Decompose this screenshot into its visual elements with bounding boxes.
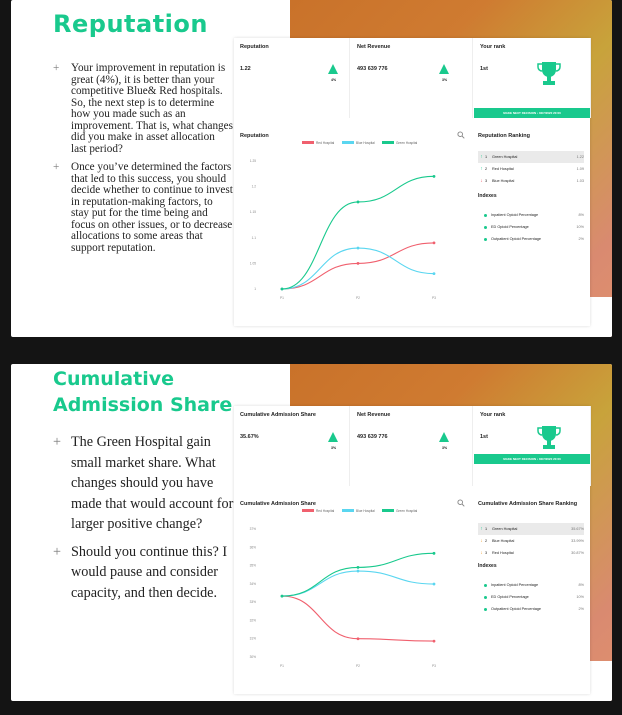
ranking-title: Reputation Ranking (478, 133, 530, 139)
kpi-value: 1.22 (240, 66, 251, 72)
indexes-list (484, 209, 584, 245)
trophy-icon (536, 424, 562, 452)
ranking-name: Blue Hospital (492, 179, 515, 183)
y-tick-label: 1.15 (249, 210, 256, 215)
index-name: ED Opioid Percentage (491, 595, 529, 599)
x-tick-label: P1 (280, 296, 284, 300)
ranking-panel (474, 123, 590, 326)
ranking-row[interactable] (478, 523, 584, 535)
index-name: Inpatient Opioid Percentage (491, 583, 539, 587)
data-point (357, 201, 360, 204)
ranking-position: 1 (485, 155, 488, 159)
kpi-title: Net Revenue (357, 412, 391, 418)
series-line (282, 553, 434, 596)
legend-label: Green Hospital (396, 509, 418, 513)
ranking-position: 2 (485, 539, 488, 543)
kpi-change: 3% (442, 78, 448, 82)
ranking-row[interactable] (478, 163, 584, 175)
ranking-row[interactable] (478, 151, 584, 163)
data-point (433, 175, 436, 178)
data-point (357, 566, 360, 569)
bullet-dot-icon (484, 214, 487, 217)
bullet-text: Once you’ve determined the factors that led to this success, you should decide whether to continue to invest in reputation-making factors, to stay put for the time being and focus on other issues, or to decrease allocations to some areas that support reputation. (71, 161, 233, 254)
bullet-text: The Green Hospital gain small market share. What changes should you have made that would account for larger positive change? (71, 434, 234, 532)
slide-reputation (11, 0, 612, 337)
kpi-change: 4% (331, 78, 337, 82)
dashboard-screenshot (234, 406, 590, 694)
index-row (484, 209, 584, 221)
data-point (433, 552, 436, 555)
index-name: Outpatient Opioid Percentage (491, 607, 542, 611)
legend-swatch (342, 509, 354, 512)
x-tick-label: P1 (280, 664, 284, 668)
y-tick-label: 1.2 (251, 184, 256, 189)
ranking-name: Green Hospital (492, 527, 518, 531)
bullet-list (53, 432, 238, 610)
legend-label: Green Hospital (396, 141, 418, 145)
x-tick-label: P2 (356, 664, 360, 668)
legend-swatch (382, 509, 394, 512)
plus-bullet-icon: + (53, 543, 62, 560)
bullet-dot-icon (484, 608, 487, 611)
data-point (357, 570, 360, 573)
kpi-value: 493 639 776 (357, 66, 388, 72)
ranking-list (478, 523, 584, 559)
index-name: Inpatient Opioid Percentage (491, 213, 539, 217)
arrow-down-icon: ↓ (480, 178, 483, 184)
ranking-row[interactable] (478, 547, 584, 559)
ranking-value: 35.67% (571, 527, 584, 531)
index-value: 2% (578, 607, 584, 611)
data-point (433, 640, 436, 643)
y-tick-label: 1.05 (249, 261, 256, 266)
y-tick-label: 1.1 (251, 235, 256, 240)
slide-cumulative-admission-share (11, 364, 612, 701)
series-line (282, 176, 434, 289)
plus-bullet-icon: + (53, 161, 60, 173)
bullet-item (53, 63, 233, 155)
bullet-dot-icon (484, 226, 487, 229)
rank-card (474, 38, 591, 118)
index-value: 8% (578, 583, 584, 587)
bullet-dot-icon (484, 596, 487, 599)
ranking-value: 1.09 (576, 167, 584, 171)
make-next-decision-button[interactable]: MAKE NEXT DECISION • 30/7/2020 20:00 (474, 108, 590, 118)
data-point (433, 242, 436, 245)
kpi-change: 3% (442, 446, 448, 450)
up-arrow-icon (439, 64, 449, 74)
series-line (282, 248, 434, 289)
bullet-text: Should you continue this? I would pause and consider capacity, and then decide. (71, 543, 228, 601)
arrow-up-icon: ↑ (480, 166, 483, 172)
ranking-position: 3 (485, 179, 488, 183)
ranking-row[interactable] (478, 535, 584, 547)
series-line (282, 596, 434, 641)
index-value: 10% (576, 595, 584, 599)
rank-value: 1st (480, 66, 488, 72)
ranking-panel (474, 491, 590, 694)
index-value: 8% (578, 213, 584, 217)
index-value: 2% (578, 237, 584, 241)
arrow-down-icon: ↓ (480, 550, 483, 556)
y-tick-label: 37% (249, 527, 256, 531)
chart-panel (234, 123, 471, 326)
x-tick-label: P3 (432, 296, 436, 300)
index-name: Outpatient Opioid Percentage (491, 237, 542, 241)
kpi-card-net-revenue (351, 406, 473, 486)
chart-title: Cumulative Admission Share (240, 501, 316, 507)
up-arrow-icon (439, 432, 449, 442)
y-tick-label: 35% (249, 563, 256, 568)
plus-bullet-icon: + (53, 62, 60, 74)
plus-bullet-icon: + (53, 434, 62, 450)
y-tick-label: 1 (254, 287, 256, 291)
data-point (357, 262, 360, 265)
indexes-title: Indexes (478, 193, 497, 199)
kpi-change: 3% (331, 446, 337, 450)
bullet-item (53, 432, 238, 535)
kpi-card-admission-share (234, 406, 350, 486)
legend-swatch (342, 141, 354, 144)
bullet-text: Your improvement in reputation is great (4%), it is better than your competitive Blue& Red hospitals. So, the next step is to determine how you made such as an improvement. That is, what changes did you make in asset allocation last period? (71, 62, 233, 155)
arrow-up-icon: ↑ (480, 526, 483, 532)
ranking-name: Green Hospital (492, 155, 518, 159)
legend-label: Red Hospital (316, 141, 335, 145)
legend-label: Blue Hospital (356, 141, 375, 145)
data-point (281, 288, 284, 291)
legend-label: Red Hospital (316, 509, 335, 513)
ranking-list (478, 151, 584, 187)
kpi-title: Cumulative Admission Share (240, 412, 316, 418)
x-tick-label: P3 (432, 664, 436, 668)
x-tick-label: P2 (356, 296, 360, 300)
dashboard-screenshot (234, 38, 590, 326)
data-point (433, 583, 436, 586)
indexes-list (484, 579, 584, 615)
slide-title: Reputation (53, 10, 208, 38)
index-row (484, 233, 584, 245)
ranking-position: 1 (485, 527, 488, 531)
data-point (433, 272, 436, 275)
ranking-value: 33.99% (571, 539, 584, 543)
ranking-name: Red Hospital (492, 551, 514, 555)
ranking-position: 3 (485, 551, 488, 555)
kpi-card-reputation (234, 38, 350, 118)
up-arrow-icon (328, 432, 338, 442)
arrow-up-icon: ↑ (480, 154, 483, 160)
index-row (484, 221, 584, 233)
data-point (357, 637, 360, 640)
bullet-dot-icon (484, 584, 487, 587)
y-tick-label: 32% (249, 618, 256, 623)
kpi-title: Reputation (240, 44, 269, 50)
index-row (484, 579, 584, 591)
ranking-position: 2 (485, 167, 488, 171)
trophy-icon (536, 60, 562, 88)
legend-swatch (382, 141, 394, 144)
index-row (484, 603, 584, 615)
y-tick-label: 34% (249, 581, 256, 586)
indexes-title: Indexes (478, 563, 497, 569)
chart-title: Reputation (240, 133, 269, 139)
y-tick-label: 31% (249, 636, 256, 641)
ranking-value: 1.22 (576, 155, 584, 159)
kpi-title: Net Revenue (357, 44, 391, 50)
bullet-list (53, 63, 233, 261)
data-point (281, 595, 284, 598)
y-tick-label: 33% (249, 600, 256, 605)
bullet-dot-icon (484, 238, 487, 241)
chart-panel (234, 491, 471, 694)
line-chart (234, 123, 471, 326)
bullet-item (53, 542, 238, 604)
y-tick-label: 1.25 (249, 159, 256, 163)
ranking-name: Red Hospital (492, 167, 514, 171)
index-value: 10% (576, 225, 584, 229)
ranking-value: 30.87% (571, 551, 584, 555)
slide-title: Cumulative Admission Share (53, 368, 233, 416)
y-tick-label: 36% (249, 545, 256, 550)
kpi-card-net-revenue (351, 38, 473, 118)
bullet-item (53, 162, 233, 254)
data-point (357, 247, 360, 250)
ranking-value: 1.03 (576, 179, 584, 183)
rank-card (474, 406, 591, 486)
kpi-value: 493 639 776 (357, 434, 388, 440)
up-arrow-icon (328, 64, 338, 74)
line-chart (234, 491, 471, 694)
index-row (484, 591, 584, 603)
rank-title: Your rank (480, 412, 506, 418)
index-name: ED Opioid Percentage (491, 225, 529, 229)
series-line (282, 571, 434, 596)
ranking-title: Cumulative Admission Share Ranking (478, 501, 578, 507)
kpi-value: 35.67% (240, 434, 259, 440)
y-tick-label: 30% (249, 655, 256, 659)
legend-swatch (302, 141, 314, 144)
ranking-row[interactable] (478, 175, 584, 187)
rank-value: 1st (480, 434, 488, 440)
legend-label: Blue Hospital (356, 509, 375, 513)
legend-swatch (302, 509, 314, 512)
ranking-name: Blue Hospital (492, 539, 515, 543)
make-next-decision-button[interactable]: MAKE NEXT DECISION • 30/7/2020 20:00 (474, 454, 590, 464)
arrow-down-icon: ↓ (480, 538, 483, 544)
rank-title: Your rank (480, 44, 506, 50)
